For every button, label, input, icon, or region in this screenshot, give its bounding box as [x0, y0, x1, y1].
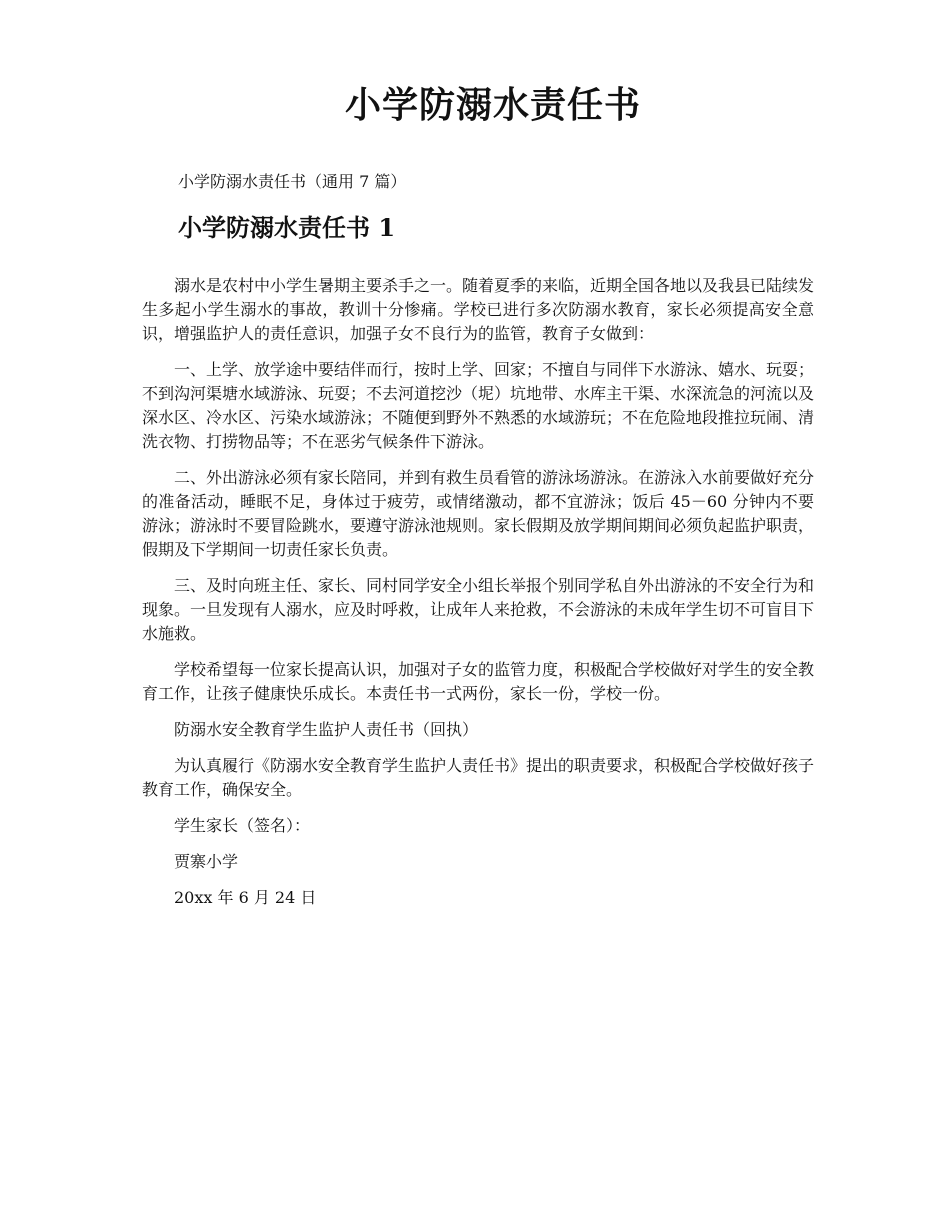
- parent-signature-line: 学生家长（签名）：: [174, 816, 311, 835]
- school-name: 贾寨小学: [174, 852, 239, 871]
- receipt-paragraph: 为认真履行《防溺水安全教育学生监护人责任书》提出的职责要求，积极配合学校做好孩子教育工作，确保安全。: [142, 756, 815, 799]
- rule-paragraph-1: 一、上学、放学途中要结伴而行，按时上学、回家；不擅自与同伴下水游泳、嬉水、玩耍；不到沟河渠塘水域游泳、玩耍；不去河道挖沙（坭）坑地带、水库主干渠、水深流急的河流以及深水区、冷水区、污染水域游泳；不随便到野外不熟悉的水域游玩；不在危险地段推拉玩闹、清洗衣物、打捞物品等；不在恶劣气候条件下游泳。: [142, 360, 815, 451]
- document-title: 小学防溺水责任书: [344, 84, 641, 126]
- rule-paragraph-2: 二、外出游泳必须有家长陪同，并到有救生员看管的游泳场游泳。在游泳入水前要做好充分的准备活动，睡眠不足，身体过于疲劳，或情绪激动，都不宜游泳；饭后 45－60 分钟内不要游泳；游泳时不要冒险跳水，要遵守游泳池规则。家长假期及放学期间期间必须负起监护职责，假期及下学期间一切责任家长负责。: [142, 468, 815, 559]
- intro-paragraph: 溺水是农村中小学生暑期主要杀手之一。随着夏季的来临，近期全国各地以及我县已陆续发生多起小学生溺水的事故，教训十分惨痛。学校已进行多次防溺水教育，家长必须提高安全意识，增强监护人的责任意识，加强子女不良行为的监管，教育子女做到：: [142, 276, 815, 343]
- section-heading: 小学防溺水责任书 1: [178, 213, 396, 242]
- document-body: [142, 274, 814, 922]
- closing-paragraph: 学校希望每一位家长提高认识，加强对子女的监管力度，积极配合学校做好对学生的安全教育工作，让孩子健康快乐成长。本责任书一式两份，家长一份，学校一份。: [142, 660, 815, 703]
- rule-paragraph-3: 三、及时向班主任、家长、同村同学安全小组长举报个别同学私自外出游泳的不安全行为和现象。一旦发现有人溺水，应及时呼救，让成年人来抢救，不会游泳的未成年学生切不可盲目下水施救。: [142, 576, 815, 643]
- document-date: 20xx 年 6 月 24 日: [174, 888, 317, 907]
- receipt-heading: 防溺水安全教育学生监护人责任书（回执）: [174, 720, 479, 739]
- document-subtitle: 小学防溺水责任书（通用 7 篇）: [178, 172, 407, 191]
